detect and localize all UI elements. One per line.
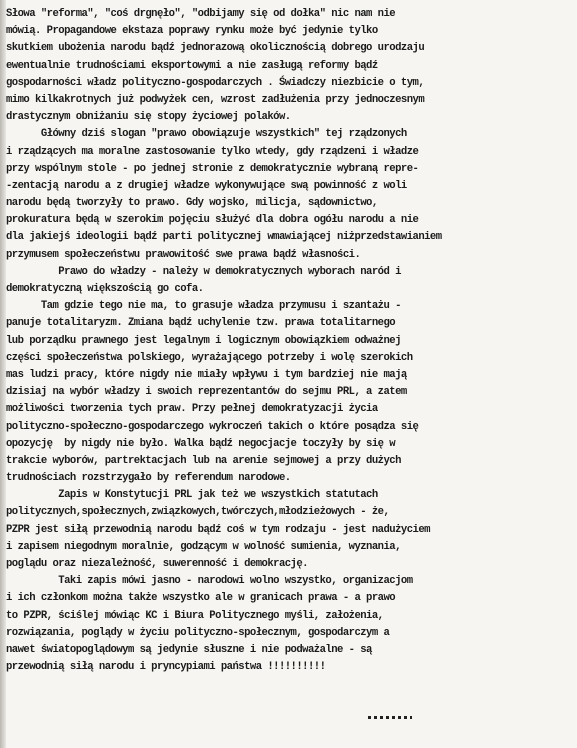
text-line: i ich członkom można także wszystko ale w granicach prawa - a prawo [6,592,396,605]
text-line: mówią. Propagandowe ekstaza poprawy rynku może być jedynie tylko [6,25,378,38]
text-line: trakcie wyborów, partrektacjach lub na arenie sejmowej a przy dużych [6,454,401,467]
text-line: części społeczeństwa polskiego, wyrażającego potrzeby i wolę szerokich [6,351,413,364]
text-line: ewentualnie trudnościami eksportowymi a nie zasługą reformy bądź [6,59,378,72]
text-line: demokratyczną większością go cofa. [6,283,204,295]
text-line: rozwiązania, poglądy w życiu polityczno-społecznym, gospodarczym a [6,626,390,639]
text-line: mimo kilkakrotnych już podwyżek cen, wzrost zadłużenia przy jednoczesnym [6,93,425,106]
text-line: Prawo do władzy - należy w demokratycznych wyborach naród i [6,265,401,278]
end-dash-mark [368,716,412,719]
document-body [6,6,571,676]
text-line: panuje totalitaryzm. Zmiana bądź uchylenie tzw. prawa totalitarnego [6,317,396,330]
text-line: Zapis w Konstytucji PRL jak też we wszystkich statutach [6,489,378,502]
text-line: PZPR jest siłą przewodnią narodu bądź coś w tym rodzaju - jest nadużyciem [6,523,430,536]
text-line: narodu będą tworzyły to prawo. Gdy wojsko, milicja, sądownictwo, [6,197,378,210]
text-line: przewodnią siłą narodu i pryncypiami państwa !!!!!!!!!! [6,661,326,674]
text-line: skutkiem ubożenia narodu bądź jednorazową okolicznością dobrego urodzaju [6,42,425,55]
text-line: politycznych,społecznych,związkowych,twórczych,młodzieżowych - że, [6,506,390,519]
text-line: dla jakiejś ideologii bądź parti politycznej wmawiającej niżprzedstawianiem [6,231,442,244]
text-line: przy wspólnym stole - po jednej stronie z demokratycznie wybraną repre- [6,162,419,175]
text-line: dzisiaj na wybór władzy i swoich reprezentantów do sejmu PRL, a zatem [6,386,407,399]
text-line: Tam gdzie tego nie ma, to grasuje władza przymusu i szantażu - [6,300,401,313]
text-line: nawet światopoglądowym są jedynie słuszne i nie podważalne - są [6,643,372,656]
text-line: lub porządku prawnego jest legalnym i logicznym obowiązkiem odważnej [6,334,401,347]
text-line: Główny dziś slogan "prawo obowiązuje wszystkich" tej rządzonych [6,128,407,141]
text-line: to PZPR, ściślej mówiąc KC i Biura Politycznego myśli, założenia, [6,609,384,622]
text-line: mas ludzi pracy, które nigdy nie miały wpływu i tym bardziej nie mają [6,368,407,381]
text-line: Słowa "reforma", "coś drgnęło", "odbijamy się od dołka" nic nam nie [6,8,396,20]
text-line: i zapisem niegodnym moralnie, godzącym w wolność sumienia, wyznania, [6,540,401,553]
text-line: poglądu oraz niezależność, suwerenność i demokrację. [6,558,308,570]
text-line: polityczno-społeczno-gospodarczego wykroczeń takich o które posądza się [6,420,419,433]
text-line: opozycję by nigdy nie było. Walka bądź negocjacje toczyły by się w [6,437,396,450]
text-line: przymusem społeczeństwu prawowitość swe prawa bądź własności. [6,248,361,261]
text-line: Taki zapis mówi jasno - narodowi wolno wszystko, organizacjom [6,575,413,588]
text-line: prokuratura będą w szerokim pojęciu służyć dla dobra ogółu narodu a nie [6,214,419,227]
text-line: drastycznym obniżaniu się stopy życiowej polaków. [6,111,291,124]
text-line: gospodarności władz polityczno-gospodarczych . Świadczy niezbicie o tym, [6,76,425,89]
text-line: -zentacją narodu a z drugiej władze wykonywujące swą powinność z woli [6,179,407,192]
text-line: i rządzących ma moralne zastosowanie tylko wtedy, gdy rządzeni i władze [6,145,419,158]
text-line: możliwości tworzenia tych praw. Przy pełnej demokratyzacji życia [6,403,378,416]
text-line: trudnościach rozstrzygało by referendum narodowe. [6,472,291,485]
